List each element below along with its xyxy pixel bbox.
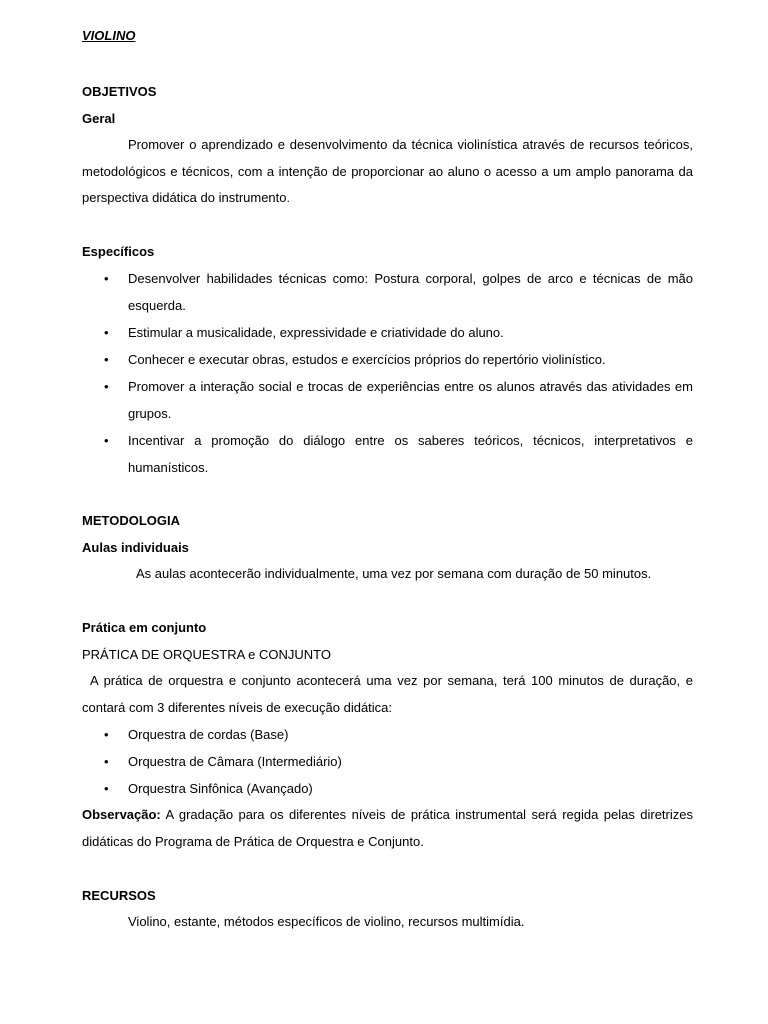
metodologia-heading: METODOLOGIA (82, 513, 180, 529)
observacao-paragraph (82, 802, 693, 855)
list-item: • Estimular a musicalidade, expressividade e criatividade do aluno. (82, 319, 693, 346)
list-item: • Orquestra de cordas (Base) (82, 721, 693, 748)
list-item: • Conhecer e executar obras, estudos e exercícios próprios do repertório violinístico. (82, 346, 693, 373)
especificos-list (82, 265, 693, 481)
pratica-subheading: PRÁTICA DE ORQUESTRA e CONJUNTO (82, 646, 331, 662)
geral-heading: Geral (82, 111, 116, 126)
pratica-heading: Prática em conjunto (82, 619, 207, 635)
bullet-icon: • (104, 754, 109, 770)
list-item: • Incentivar a promoção do diálogo entre os saberes teóricos, técnicos, interpretativos e humanísticos. (82, 427, 693, 481)
recursos-paragraph: Violino, estante, métodos específicos de violino, recursos multimídia. (128, 913, 525, 929)
bullet-icon: • (104, 271, 109, 287)
bullet-icon: • (104, 379, 109, 395)
observacao-text: A gradação para os diferentes níveis de prática instrumental será regida pelas diretrizes didáticas do Programa de Prática de Orquestra e Conjunto. (82, 807, 693, 849)
especificos-heading: Específicos (82, 244, 155, 260)
bullet-icon: • (104, 433, 109, 449)
list-item: • Orquestra de Câmara (Intermediário) (82, 748, 693, 775)
observacao-label: Observação: (82, 807, 161, 823)
document-title: VIOLINO (82, 28, 136, 43)
geral-text: Promover o aprendizado e desenvolvimento da técnica violinística através de recursos teóricos, metodológicos e técnicos, com a intenção de proporcionar ao aluno o acesso a um amplo panorama da perspectiva didática do instrumento (82, 137, 693, 206)
geral-end-period: . (286, 190, 291, 206)
list-item: • Desenvolver habilidades técnicas como: Postura corporal, golpes de arco e técnicas de mão esquerda. (82, 265, 693, 319)
list-item: • Orquestra Sinfônica (Avançado) (82, 775, 693, 802)
bullet-icon: • (104, 781, 109, 797)
document-page (82, 26, 693, 935)
aulas-heading: Aulas individuais (82, 540, 189, 556)
aulas-paragraph: As aulas acontecerão individualmente, uma vez por semana com duração de 50 minutos. (136, 566, 652, 582)
bullet-icon: • (104, 352, 109, 368)
niveis-list (82, 721, 693, 802)
list-item: • Promover a interação social e trocas de experiências entre os alunos através das atividades em grupos. (82, 373, 693, 427)
geral-paragraph (82, 132, 693, 212)
recursos-heading: RECURSOS (82, 887, 156, 903)
bullet-icon: • (104, 727, 109, 743)
objetivos-heading: OBJETIVOS (82, 84, 157, 99)
bullet-icon: • (104, 325, 109, 341)
pratica-paragraph: A prática de orquestra e conjunto acontecerá uma vez por semana, terá 100 minutos de duração, e contará com 3 diferentes níveis de execução didática: (82, 672, 693, 715)
